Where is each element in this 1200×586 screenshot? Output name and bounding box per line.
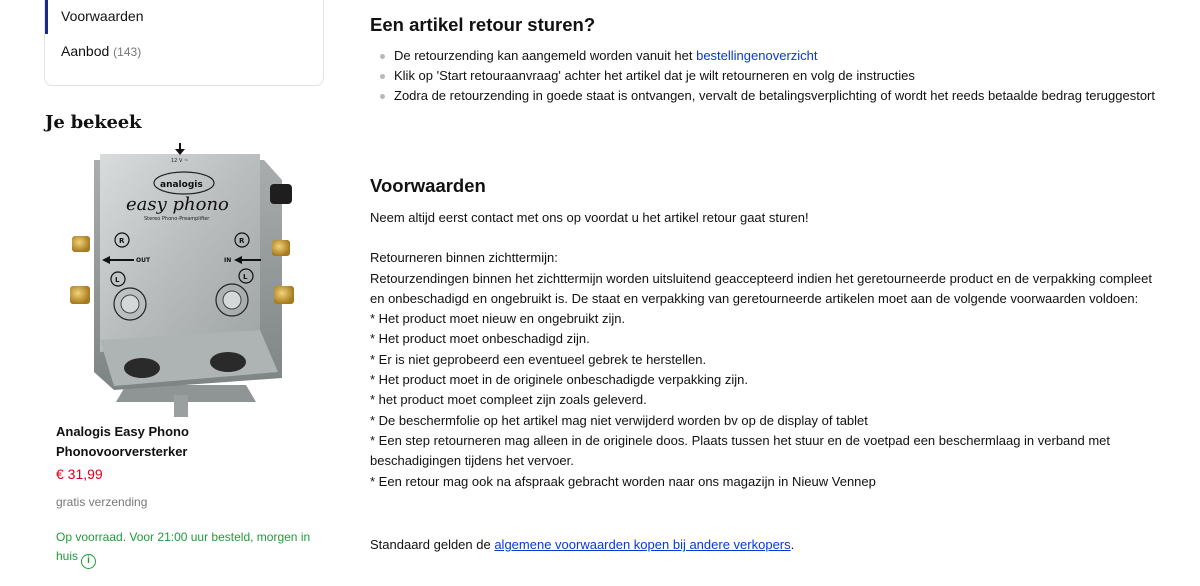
recently-viewed-heading: Je bekeek xyxy=(45,112,142,133)
condition-item: * Het product moet nieuw en ongebruikt zijn. xyxy=(370,311,626,327)
order-overview-link[interactable]: bestellingenoverzicht xyxy=(696,48,818,63)
product-price: € 31,99 xyxy=(56,466,103,482)
return-heading: Een artikel retour sturen? xyxy=(370,14,596,35)
image-subtitle: Stereo Phono-Preamplifier xyxy=(144,216,210,222)
subnav-item-label: Voorwaarden xyxy=(61,8,144,24)
list-item xyxy=(370,46,1170,66)
general-terms-link[interactable]: algemene voorwaarden kopen bij andere verkopers xyxy=(494,537,791,552)
image-voltage: 12 V ~ xyxy=(171,158,189,164)
offer-count: (143) xyxy=(113,45,142,59)
condition-item: * Het product moet in de originele onbeschadigde verpakking zijn. xyxy=(370,372,748,388)
stock-status xyxy=(56,528,326,569)
return-steps-list xyxy=(370,46,1170,106)
stock-text: Op voorraad. Voor 21:00 uur besteld, morgen in huis xyxy=(56,530,311,563)
conditions-heading: Voorwaarden xyxy=(370,175,486,196)
image-l-right: L xyxy=(243,273,248,281)
subnav-item-offer[interactable] xyxy=(45,41,323,62)
condition-item: * Een retour mag ook na afspraak gebracht worden naar ons magazijn in Nieuw Vennep xyxy=(370,473,876,489)
condition-item: * De beschermfolie op het artikel mag niet verwijderd worden bv op de display of tablet xyxy=(370,412,868,428)
shipping-info: gratis verzending xyxy=(56,495,148,509)
product-name[interactable]: Analogis Easy Phono Phonovoorversterker xyxy=(56,424,189,459)
step-text: Klik op 'Start retouraanvraag' achter het artikel dat je wilt retourneren en volg de instructies xyxy=(394,68,915,83)
subnav-item-label: Aanbod xyxy=(61,43,110,59)
step-text: Zodra de retourzending in goede staat is ontvangen, vervalt de betalingsverplichting of wordt het reeds betaalde bedrag teruggestort xyxy=(394,88,1155,103)
info-icon[interactable]: i xyxy=(81,554,96,569)
return-period-text: Retourzendingen binnen het zichttermijn worden uitsluitend geaccepteerd indien het geretourneerde product en de verpakking compleet en onbeschadigd en ongebruikt is. De staat en verpakking van geretourneerde artikelen moet aan de volgende voorwaarden voldoen: xyxy=(370,270,1152,306)
closing-text: Standaard gelden de xyxy=(370,537,495,552)
image-r-right: R xyxy=(239,237,245,245)
return-period-title: Retourneren binnen zichttermijn: xyxy=(370,250,558,266)
subnav-item-conditions[interactable] xyxy=(45,0,323,34)
image-l-left: L xyxy=(115,276,120,284)
list-item xyxy=(370,66,1170,86)
condition-item: * het product moet compleet zijn zoals geleverd. xyxy=(370,392,647,408)
conditions-text xyxy=(370,208,1165,492)
product-subnav xyxy=(44,0,324,86)
product-image[interactable] xyxy=(56,140,316,420)
step-text: De retourzending kan aangemeld worden vanuit het xyxy=(394,48,697,63)
image-brand: analogis xyxy=(160,180,203,190)
list-item xyxy=(370,86,1170,106)
closing-period: . xyxy=(790,537,795,552)
image-in-label: IN xyxy=(224,257,232,264)
conditions-intro: Neem altijd eerst contact met ons op voordat u het artikel retour gaat sturen! xyxy=(370,210,809,225)
image-r-left: R xyxy=(119,237,125,245)
condition-item: * Er is niet geprobeerd een eventueel gebrek te herstellen. xyxy=(370,351,707,367)
closing-note xyxy=(370,535,794,555)
condition-item: * Het product moet onbeschadigd zijn. xyxy=(370,331,590,347)
condition-item: * Een step retourneren mag alleen in de originele doos. Plaats tussen het stuur en de voetpad een beschermlaag in verband met beschadigingen tijdens het vervoer. xyxy=(370,432,1111,469)
image-model: easy phono xyxy=(126,194,229,215)
image-out-label: OUT xyxy=(136,257,151,264)
